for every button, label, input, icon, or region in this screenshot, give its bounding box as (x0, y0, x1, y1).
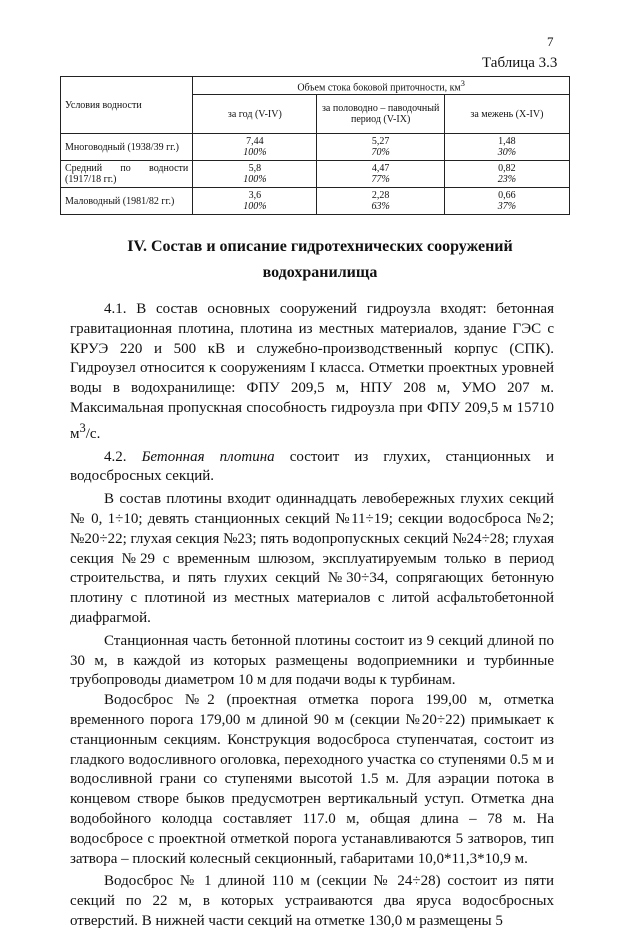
table-row (61, 161, 570, 188)
subheader-lowwater: за межень (X-IV) (444, 95, 569, 134)
cell (317, 188, 444, 215)
cell-value: 2,28 (371, 190, 390, 202)
row-condition-word: Средний (65, 163, 103, 175)
row-condition-years: (1917/18 гг.) (65, 174, 117, 186)
body-text (70, 300, 554, 932)
cell-percent: 23% (497, 174, 517, 186)
table-row (61, 188, 570, 215)
subheader-flood: за половодно – паводочный период (V-IX) (317, 95, 444, 134)
cell-percent: 100% (243, 147, 267, 159)
emphasis-term: Бетонная плотина (141, 448, 275, 465)
page-number: 7 (547, 34, 554, 49)
cell-percent: 100% (243, 201, 267, 213)
row-condition (61, 161, 193, 188)
cell-value: 4,47 (371, 163, 390, 175)
section-title: IV. Состав и описание гидротехнических сооружений (127, 238, 513, 255)
section-title-continued: водохранилища (262, 264, 378, 281)
cell-value: 7,44 (246, 136, 264, 148)
paragraph-spillway-2: Водосброс №2 (проектная отметка порога 199,00 м, отметка временного порога 179,00 м длиной 90 м (секции №20÷22) примыкает к станционным секциям. Конструкция водосброса ступенчатая, состоит из гладкого водосливного оголовка, переходного участка со ступенями 0.5 м и водосливной грани со ступенями высотой 1.5 м. Для аэрации потока в концевом створе быков предусмотрен вертикальный уступ. Отметка дна водобойного колодца составляет 117.0 м, общая длина – 78 м. На водосбросе с проектной отметкой порога устанавливаются 5 затворов, тип затвора – плоский колесный секционный, габаритами 10,0*11,3*10,9 м. (70, 692, 554, 867)
cell (193, 161, 317, 188)
cell (444, 134, 569, 161)
group-header-text: Объем стока боковой приточности, км (297, 82, 461, 94)
paragraph-4-1 (70, 300, 554, 445)
cell-percent: 100% (243, 174, 267, 186)
paragraph-text: /с. (85, 425, 101, 442)
cell (444, 161, 569, 188)
table-row (61, 134, 570, 161)
paragraph-text: состоит из глухих, станционных и водосбросных секций. (70, 448, 555, 485)
cell (444, 188, 569, 215)
cell-percent: 37% (497, 201, 517, 213)
superscript: 3 (79, 420, 86, 435)
cell-value: 5,8 (248, 163, 262, 175)
row-condition-word: по (120, 163, 131, 175)
paragraph-dam-sections: В состав плотины входит одиннадцать левобережных глухих секций № 0, 1÷10; девять станционных секций №11÷19; секции водосброса №2; №20÷22; глухая секция №23; пять водопропускных секций №24÷28; глухая секция №29 с временным шлюзом, эксплуатируемым только в период строительства, и пять глухих секций №30÷34, сопрягающих бетонную плотину с плотиной из местных материалов с литой асфальтобетонной диафрагмой. (70, 491, 554, 626)
paragraph-4-2 (70, 448, 554, 488)
row-condition: Маловодный (1981/82 гг.) (61, 188, 193, 215)
paragraph-text: 4.1. В состав основных сооружений гидроузла входят: бетонная гравитационная плотина, плотина из местных материалов, здание ГЭС с КРУЭ 220 и 500 кВ и служебно-производственный корпус (СПК). Гидроузел относится к сооружениям I класса. Отметки проектных уровней воды в водохранилище: ФПУ 209,5 м, НПУ 208 м, УМО 207 м. Максимальная пропускная способность гидроузла при ФПУ 209,5 м 15710 м (70, 301, 554, 442)
cell-percent: 63% (371, 201, 390, 213)
cell-value: 0,66 (498, 190, 516, 202)
cell (193, 134, 317, 161)
cell (317, 161, 444, 188)
cell-percent: 30% (497, 147, 517, 159)
cell-value: 3,6 (248, 190, 262, 202)
cell (193, 188, 317, 215)
paragraph-station-part: Станционная часть бетонной плотины состоит из 9 секций длиной по 30 м, в каждой из которых размещены водоприемники и турбинные трубопроводы диаметром 10 м для подачи воды к турбинам. (70, 632, 554, 689)
row-condition-word: водности (149, 163, 189, 175)
group-header-sup: 3 (460, 79, 465, 88)
cell (317, 134, 444, 161)
table-caption: Таблица 3.3 (482, 55, 558, 71)
paragraph-spillway-1: Водосброс № 1 длиной 110 м (секции № 24÷28) состоит из пяти секций по 22 м, в которых устраиваются два яруса водосбросных отверстий. В нижней части секций на отметке 130,0 м размещены 5 (70, 873, 554, 929)
cell-percent: 70% (371, 147, 390, 159)
cell-value: 0,82 (498, 163, 516, 175)
group-header (193, 77, 570, 95)
cell-value: 5,27 (371, 136, 390, 148)
cell-percent: 77% (371, 174, 390, 186)
cell-value: 1,48 (498, 136, 516, 148)
condition-header: Условия водности (61, 77, 193, 134)
subheader-year: за год (V-IV) (193, 95, 317, 134)
table-header-row (61, 77, 570, 95)
row-condition: Многоводный (1938/39 гг.) (61, 134, 193, 161)
paragraph-number: 4.2. (104, 448, 127, 465)
runoff-table (60, 76, 570, 215)
